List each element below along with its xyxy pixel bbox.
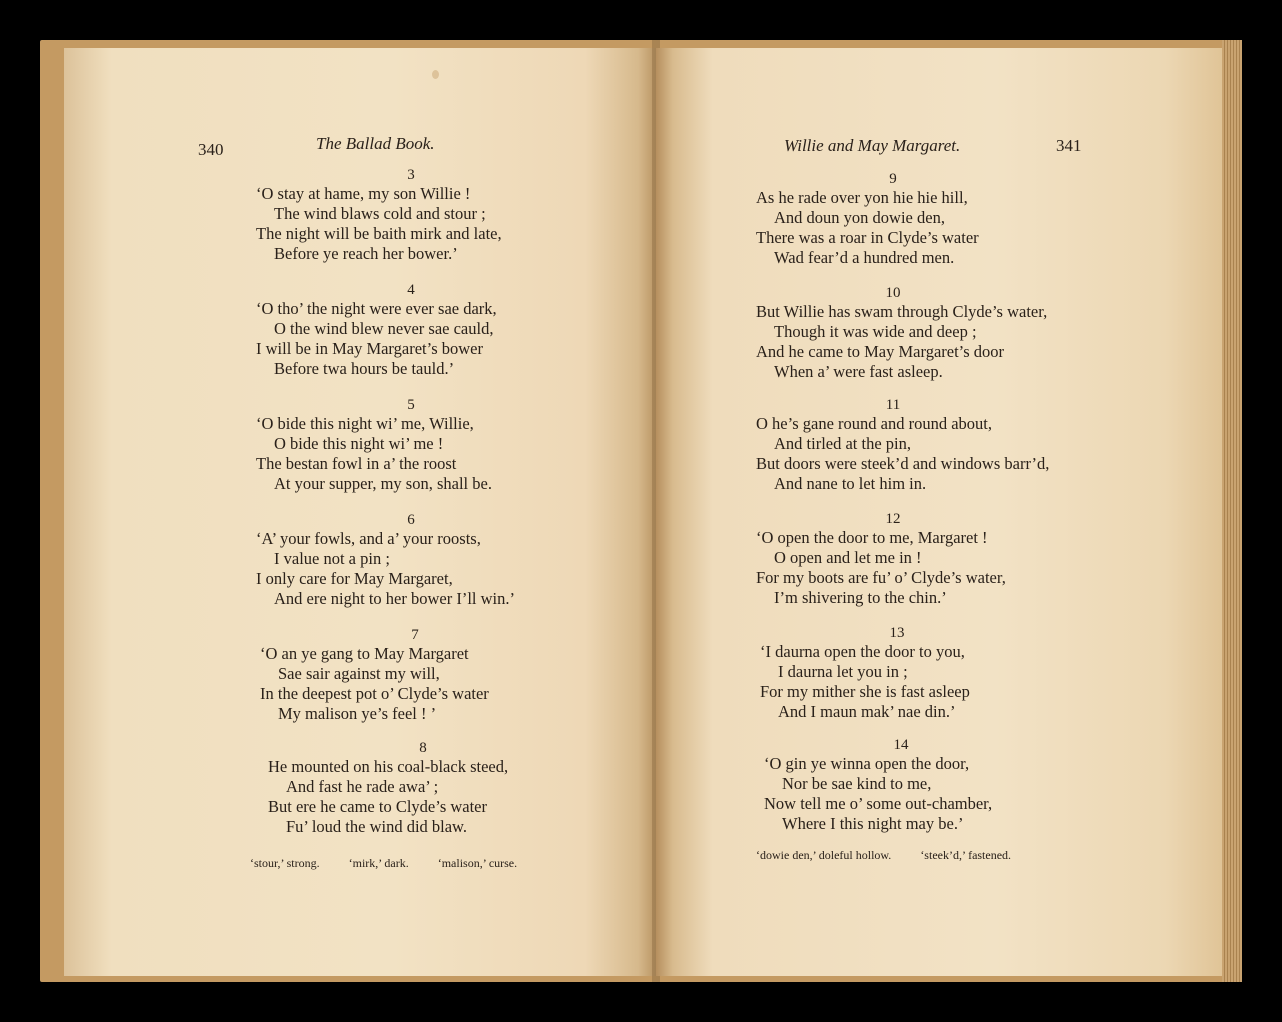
verse-line: Where I this night may be.’ <box>782 814 964 833</box>
verse-line: At your supper, my son, shall be. <box>274 474 492 493</box>
right-page <box>656 48 1222 976</box>
stanza-number: 7 <box>411 627 419 643</box>
verse-line: But doors were steek’d and windows barr’d, <box>756 454 1050 473</box>
verse-line: Before twa hours be tauld.’ <box>274 359 455 378</box>
paper-stain <box>432 70 439 79</box>
stanza-number: 4 <box>407 282 415 298</box>
verse-line: My malison ye’s feel ! ’ <box>278 704 437 723</box>
verse-line: And tirled at the pin, <box>774 434 912 453</box>
stanza-14 <box>764 736 1038 834</box>
left-page <box>64 48 656 976</box>
verse-line: In the deepest pot o’ Clyde’s water <box>260 684 489 703</box>
footnotes <box>756 848 1037 863</box>
verse-line: I’m shivering to the chin.’ <box>774 588 947 607</box>
verse-line: The wind blaws cold and stour ; <box>274 204 486 223</box>
verse-line: Though it was wide and deep ; <box>774 322 977 341</box>
verse-line: And nane to let him in. <box>774 474 927 493</box>
stanza-number: 5 <box>407 397 415 413</box>
running-head: Willie and May Margaret. <box>784 136 961 155</box>
stanza-number: 11 <box>885 397 901 413</box>
verse-line: ‘O tho’ the night were ever sae dark, <box>256 299 497 318</box>
stanza-5 <box>256 396 566 494</box>
verse-line: And doun yon dowie den, <box>774 208 945 227</box>
running-head: The Ballad Book. <box>316 134 435 153</box>
stanza-7 <box>260 626 570 724</box>
stanza-6 <box>256 511 566 609</box>
verse-line: And I maun mak’ nae din.’ <box>778 702 956 721</box>
verse-line: I daurna let you in ; <box>778 662 908 681</box>
stanza-number: 3 <box>407 167 415 183</box>
stanza-number: 6 <box>407 512 415 528</box>
verse-line: ‘O gin ye winna open the door, <box>764 754 970 773</box>
stanza-number: 12 <box>885 511 901 527</box>
verse-line: But ere he came to Clyde’s water <box>268 797 488 816</box>
verse-line: ‘O bide this night wi’ me, Willie, <box>256 414 474 433</box>
stanza-8 <box>268 739 578 837</box>
verse-line: For my mither she is fast asleep <box>760 682 970 701</box>
stanza-number: 8 <box>419 740 427 756</box>
stanza-9 <box>756 170 1030 268</box>
verse-line: And ere night to her bower I’ll win.’ <box>274 589 516 608</box>
verse-line: Fu’ loud the wind did blaw. <box>286 817 468 836</box>
verse-line: I only care for May Margaret, <box>256 569 453 588</box>
verse-line: ‘I daurna open the door to you, <box>760 642 965 661</box>
stanza-number: 13 <box>889 625 905 641</box>
verse-line: Now tell me o’ some out-chamber, <box>764 794 993 813</box>
stanza-4 <box>256 281 566 379</box>
verse-line: I will be in May Margaret’s bower <box>256 339 483 358</box>
verse-line: Sae sair against my will, <box>278 664 440 683</box>
verse-line: There was a roar in Clyde’s water <box>756 228 979 247</box>
page-number: 341 <box>1056 136 1082 155</box>
verse-line: The bestan fowl in a’ the roost <box>256 454 457 473</box>
verse-line: ‘O open the door to me, Margaret ! <box>756 528 988 547</box>
verse-line: ‘O stay at hame, my son Willie ! <box>256 184 471 203</box>
verse-line: I value not a pin ; <box>274 549 390 568</box>
open-book <box>40 40 1242 982</box>
verse-line: O bide this night wi’ me ! <box>274 434 444 453</box>
verse-line: ‘O an ye gang to May Margaret <box>260 644 469 663</box>
verse-line: Wad fear’d a hundred men. <box>774 248 955 267</box>
verse-line: For my boots are fu’ o’ Clyde’s water, <box>756 568 1006 587</box>
verse-line: O the wind blew never sae cauld, <box>274 319 494 338</box>
stanza-number: 14 <box>893 737 909 753</box>
footnote: ‘mirk,’ dark. <box>348 856 409 870</box>
verse-line: O open and let me in ! <box>774 548 922 567</box>
verse-line: Before ye reach her bower.’ <box>274 244 458 263</box>
footnote: ‘stour,’ strong. <box>250 856 320 870</box>
verse-line: ‘A’ your fowls, and a’ your roosts, <box>256 529 481 548</box>
verse-line: And fast he rade awa’ ; <box>286 777 439 796</box>
verse-line: But Willie has swam through Clyde’s water, <box>756 302 1048 321</box>
stanza-10 <box>756 284 1048 382</box>
page-edges <box>1222 40 1242 982</box>
stanza-number: 9 <box>889 171 897 187</box>
verse-line: He mounted on his coal-black steed, <box>268 757 509 776</box>
stanza-13 <box>760 624 1034 722</box>
verse-line: O he’s gane round and round about, <box>756 414 992 433</box>
page-number: 340 <box>198 140 224 159</box>
verse-line: As he rade over yon hie hie hill, <box>756 188 968 207</box>
footnotes <box>250 856 543 871</box>
verse-line: The night will be baith mirk and late, <box>256 224 502 243</box>
stanza-3 <box>256 166 566 264</box>
verse-line: Nor be sae kind to me, <box>782 774 932 793</box>
verse-line: And he came to May Margaret’s door <box>756 342 1005 361</box>
stanza-11 <box>756 396 1050 494</box>
stanza-number: 10 <box>885 285 901 301</box>
verse-line: When a’ were fast asleep. <box>774 362 943 381</box>
footnote: ‘steek’d,’ fastened. <box>920 848 1012 862</box>
stanza-12 <box>756 510 1030 608</box>
footnote: ‘dowie den,’ doleful hollow. <box>756 848 892 862</box>
footnote: ‘malison,’ curse. <box>437 856 518 870</box>
